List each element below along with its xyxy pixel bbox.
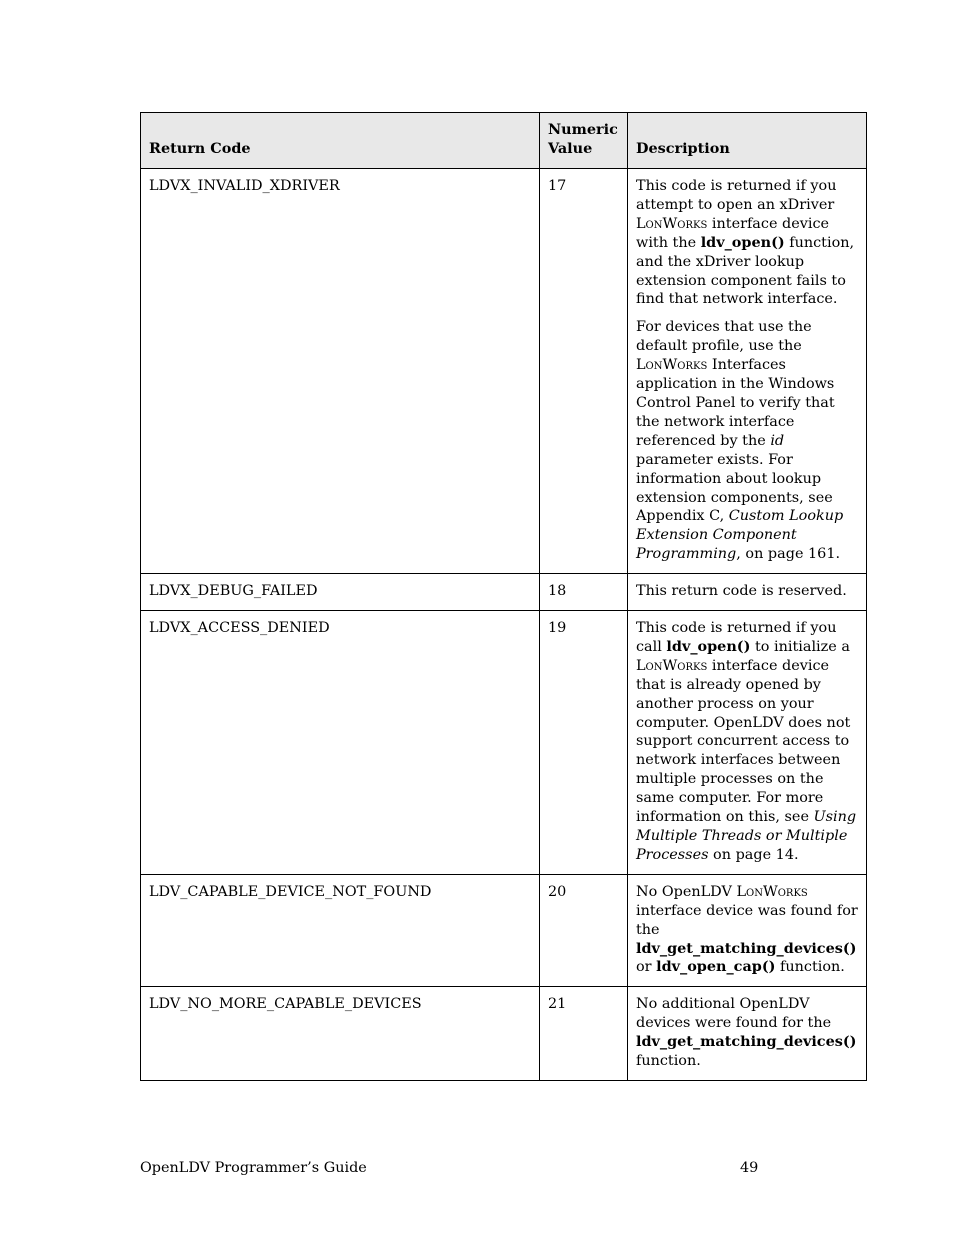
footer-doc-title: OpenLDV Programmer’s Guide — [140, 1160, 367, 1176]
description-cell — [628, 611, 867, 875]
description-text: function, and the xDriver lookup extension component fails to find that network interface. — [636, 234, 855, 308]
description-paragraph — [636, 883, 858, 978]
description-cell — [628, 574, 867, 611]
description-text: ldv_open() — [700, 233, 785, 251]
description-text: function. — [636, 1053, 701, 1070]
description-text: , on page 161. — [736, 546, 841, 563]
description-paragraph — [636, 177, 858, 309]
description-text: interface device with the — [636, 215, 830, 251]
description-text: parameter exists. For information about lookup extension components, see Appendix C, — [636, 451, 833, 525]
description-text: or — [636, 959, 657, 976]
description-text: LonWorks — [636, 657, 708, 674]
description-text: to initialize a — [750, 638, 850, 655]
description-paragraph — [636, 995, 858, 1071]
description-paragraph — [636, 582, 858, 601]
table-row — [141, 987, 867, 1081]
description-text: on page 14. — [708, 846, 799, 863]
description-text: This return code is reserved. — [636, 583, 847, 600]
description-text: ldv_get_matching_devices() — [636, 939, 857, 957]
table-body — [141, 169, 867, 1081]
description-paragraph — [636, 619, 858, 865]
description-text: ldv_open_cap() — [656, 958, 776, 976]
table-row — [141, 874, 867, 987]
header-return-code: Return Code — [141, 113, 540, 169]
description-cell — [628, 874, 867, 987]
description-text: Interfaces application in the Windows Control Panel to verify that the network interface referenced by the — [636, 357, 835, 449]
description-text: No additional OpenLDV devices were found for the — [636, 996, 832, 1032]
description-text: This code is returned if you attempt to open an xDriver — [636, 178, 837, 213]
table-row — [141, 574, 867, 611]
return-code-table — [140, 112, 867, 1081]
numeric-value-cell: 17 — [540, 169, 628, 574]
description-cell — [628, 169, 867, 574]
description-text: For devices that use the default profile, use the — [636, 319, 812, 355]
description-text: Custom Lookup Extension Component Programming — [636, 508, 844, 563]
description-text: interface device that is already opened by another process on your computer. OpenLDV does not support concurrent access to network interfaces between multiple processes on the same computer. For more information on this, see — [636, 657, 851, 826]
description-paragraph — [636, 318, 858, 564]
description-text: No OpenLDV — [636, 883, 737, 900]
return-code-cell: LDVX_DEBUG_FAILED — [141, 574, 540, 611]
numeric-value-cell: 21 — [540, 987, 628, 1081]
numeric-value-cell: 18 — [540, 574, 628, 611]
header-description: Description — [628, 113, 867, 169]
description-text: LonWorks — [736, 883, 808, 900]
return-code-cell: LDV_CAPABLE_DEVICE_NOT_FOUND — [141, 874, 540, 987]
description-text: interface device was found for the — [636, 902, 858, 938]
description-cell — [628, 987, 867, 1081]
numeric-value-cell: 19 — [540, 611, 628, 875]
return-code-cell: LDVX_INVALID_XDRIVER — [141, 169, 540, 574]
return-code-cell: LDV_NO_MORE_CAPABLE_DEVICES — [141, 987, 540, 1081]
footer-page-number: 49 — [740, 1160, 759, 1176]
table-header-row — [141, 113, 867, 169]
description-text: Using Multiple Threads or Multiple Processes — [636, 809, 857, 863]
description-text: This code is returned if you call — [636, 620, 837, 655]
description-text: ldv_get_matching_devices() — [636, 1033, 857, 1051]
numeric-value-cell: 20 — [540, 874, 628, 987]
description-text: LonWorks — [636, 357, 708, 374]
description-text: function. — [775, 959, 845, 976]
table-row — [141, 169, 867, 574]
return-code-cell: LDVX_ACCESS_DENIED — [141, 611, 540, 875]
header-numeric-value: Numeric Value — [540, 113, 628, 169]
table-row — [141, 611, 867, 875]
description-text: ldv_open() — [666, 637, 751, 655]
description-text: LonWorks — [636, 215, 708, 232]
description-text: id — [770, 432, 785, 449]
